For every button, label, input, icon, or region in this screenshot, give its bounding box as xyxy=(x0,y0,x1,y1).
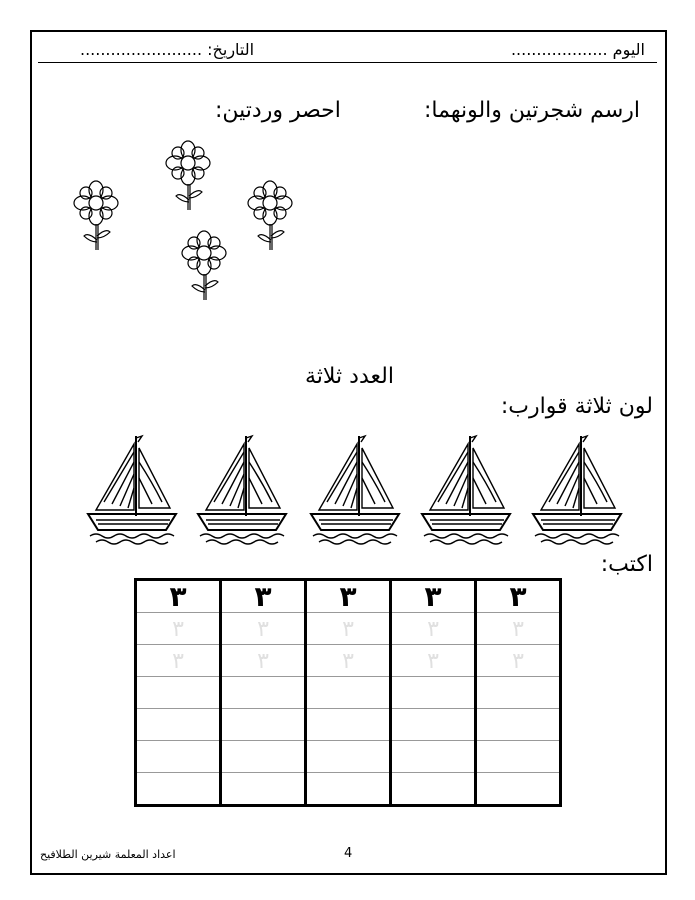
flower-icon xyxy=(242,180,298,252)
sailboat-icon xyxy=(527,432,627,550)
blank-writing-cell[interactable] xyxy=(476,741,561,773)
trace-digit: ٣ xyxy=(172,617,184,642)
grid-row xyxy=(136,645,561,677)
color-boats-instruction: لون ثلاثة قوارب: xyxy=(500,394,653,419)
day-field: اليوم ................... xyxy=(510,40,645,59)
teacher-credit: اعداد المعلمة شيرين الطلافيح xyxy=(40,848,176,861)
trace-cell[interactable] xyxy=(476,645,561,677)
trace-digit: ٣ xyxy=(427,649,439,674)
trace-cell[interactable] xyxy=(136,645,221,677)
trace-cell[interactable] xyxy=(136,613,221,645)
blank-writing-cell[interactable] xyxy=(476,709,561,741)
model-digit: ٣ xyxy=(306,580,391,613)
trace-digit: ٣ xyxy=(342,649,354,674)
number-title: العدد ثلاثة xyxy=(305,364,394,389)
blank-writing-cell[interactable] xyxy=(221,709,306,741)
trace-digit: ٣ xyxy=(427,617,439,642)
writing-practice-grid xyxy=(134,578,562,807)
blank-writing-cell[interactable] xyxy=(476,677,561,709)
grid-row xyxy=(136,741,561,773)
blank-writing-cell[interactable] xyxy=(221,773,306,806)
count-flowers-instruction: احصر وردتين: xyxy=(215,98,341,123)
blank-writing-cell[interactable] xyxy=(221,741,306,773)
model-digit: ٣ xyxy=(391,580,476,613)
flower-icon xyxy=(68,180,124,252)
sailboat-icon xyxy=(192,432,292,550)
blank-writing-cell[interactable] xyxy=(136,709,221,741)
trace-digit: ٣ xyxy=(342,617,354,642)
grid-row xyxy=(136,773,561,806)
date-field: التاريخ: ........................ xyxy=(80,40,255,59)
blank-writing-cell[interactable] xyxy=(391,677,476,709)
trace-digit: ٣ xyxy=(257,649,269,674)
grid-row xyxy=(136,709,561,741)
sailboat-icon xyxy=(82,432,182,550)
blank-writing-cell[interactable] xyxy=(221,677,306,709)
model-digit: ٣ xyxy=(476,580,561,613)
flower-icon xyxy=(160,140,216,212)
trace-digit: ٣ xyxy=(257,617,269,642)
blank-writing-cell[interactable] xyxy=(306,709,391,741)
sailboat-icon xyxy=(305,432,405,550)
grid-row xyxy=(136,580,561,613)
trace-cell[interactable] xyxy=(306,613,391,645)
blank-writing-cell[interactable] xyxy=(391,741,476,773)
draw-trees-instruction: ارسم شجرتين والونهما: xyxy=(424,98,640,123)
trace-cell[interactable] xyxy=(476,613,561,645)
grid-row xyxy=(136,677,561,709)
blank-writing-cell[interactable] xyxy=(391,709,476,741)
sailboat-icon xyxy=(416,432,516,550)
blank-writing-cell[interactable] xyxy=(136,741,221,773)
blank-writing-cell[interactable] xyxy=(136,677,221,709)
blank-writing-cell[interactable] xyxy=(136,773,221,806)
blank-writing-cell[interactable] xyxy=(306,741,391,773)
flower-icon xyxy=(176,230,232,302)
trace-cell[interactable] xyxy=(391,613,476,645)
blank-writing-cell[interactable] xyxy=(476,773,561,806)
blank-writing-cell[interactable] xyxy=(391,773,476,806)
grid-row xyxy=(136,613,561,645)
model-digit: ٣ xyxy=(221,580,306,613)
trace-cell[interactable] xyxy=(221,613,306,645)
model-digit: ٣ xyxy=(136,580,221,613)
write-instruction: اكتب: xyxy=(600,552,653,577)
trace-digit: ٣ xyxy=(172,649,184,674)
page-number: 4 xyxy=(344,846,353,861)
header-divider xyxy=(38,62,657,63)
trace-digit: ٣ xyxy=(512,617,524,642)
trace-digit: ٣ xyxy=(512,649,524,674)
trace-cell[interactable] xyxy=(221,645,306,677)
blank-writing-cell[interactable] xyxy=(306,677,391,709)
trace-cell[interactable] xyxy=(391,645,476,677)
trace-cell[interactable] xyxy=(306,645,391,677)
blank-writing-cell[interactable] xyxy=(306,773,391,806)
